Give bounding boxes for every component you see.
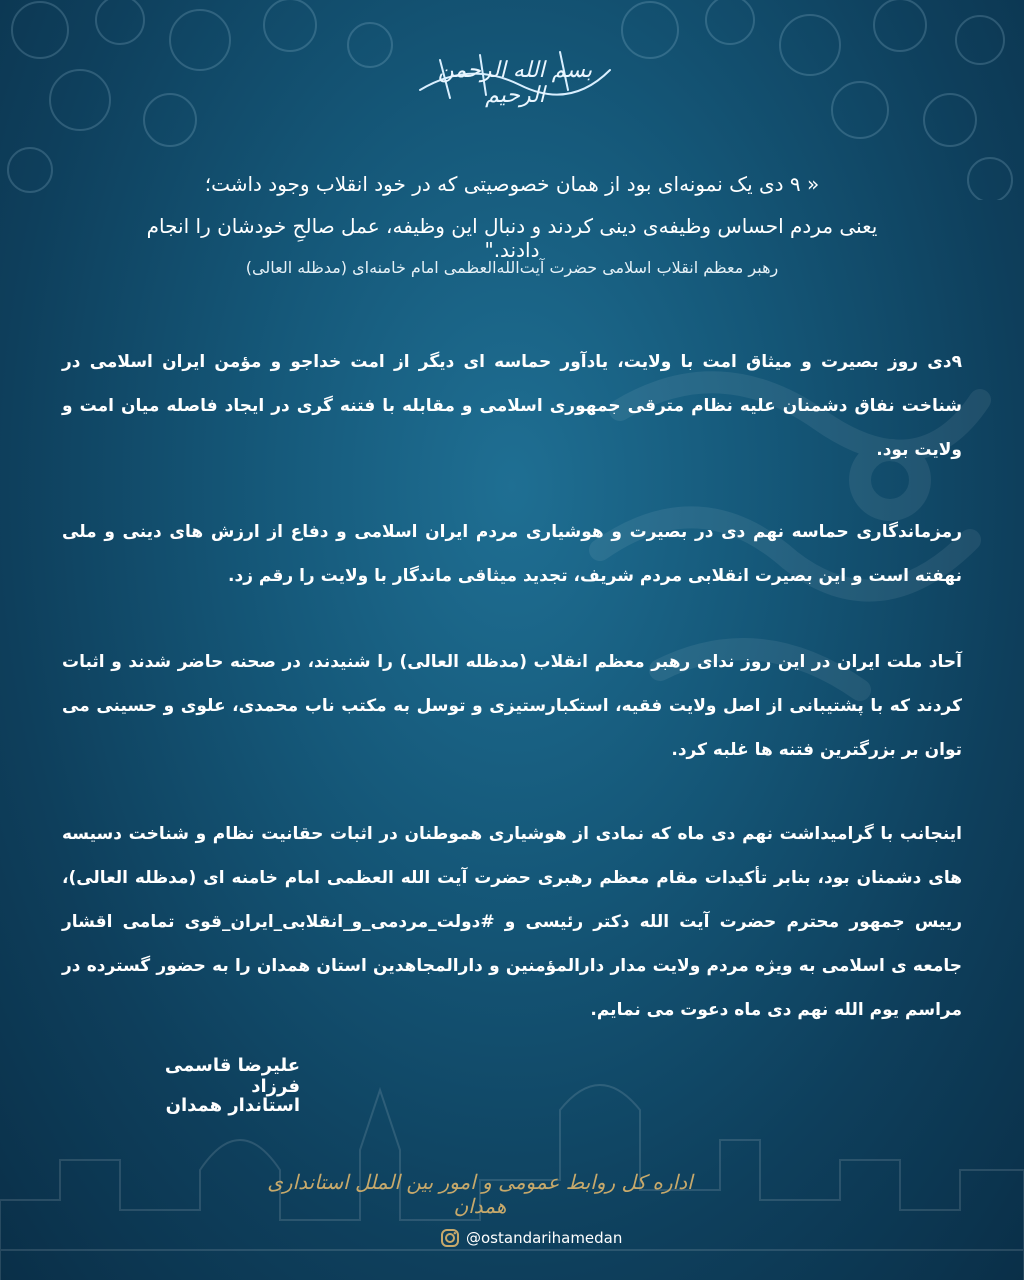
footer-organization: اداره کل روابط عمومی و امور بین الملل استانداری همدان xyxy=(267,1170,693,1218)
body-paragraph-4: اینجانب با گرامیداشت نهم دی ماه که نمادی از هوشیاری هموطنان در اثبات حقانیت نظام و شناخت دسیسه های دشمنان بود، بنابر تأکیدات مقام معظم رهبری حضرت آیت الله العظمی امام خامنه ای (مدظله العالی)، رییس جمهور محترم حضرت آیت الله دکتر رئیسی و #دولت_مردمی_و_انقلابی_ایران_قوی تمامی اقشار جامعه ی اسلامی به ویژه مردم ولایت مدار دارالمؤمنین و دارالمجاهدین استان همدان را به حضور گسترده در مراسم یوم الله نهم دی ماه دعوت می نمایم. xyxy=(62,824,962,1020)
instagram-link[interactable] xyxy=(440,1226,622,1250)
signature-name: علیرضا قاسمی فرزاد xyxy=(164,1055,300,1097)
signature-title: استاندار همدان xyxy=(165,1095,300,1116)
body-paragraph-1: ۹دی روز بصیرت و میثاق امت با ولایت، یادآور حماسه ای دیگر از امت خداجو و مؤمن ایران اسلامی در شناخت نفاق دشمنان علیه نظام مترقی جمهوری اسلامی و مقابله با فتنه گری در ایجاد فاصله میان امت و ولایت بود. xyxy=(62,352,962,460)
quote-line-1: « ۹ دی یک نمونه‌ای بود از همان خصوصیتی که در خود انقلاب وجود داشت؛ xyxy=(204,172,820,196)
instagram-handle[interactable]: @ostandarihamedan xyxy=(466,1229,623,1247)
basmala-text: بسم الله الرحمن الرحیم xyxy=(437,58,593,108)
basmala-calligraphy xyxy=(410,40,620,110)
body-paragraph-2: رمزماندگاری حماسه نهم دی در بصیرت و هوشیاری مردم ایران اسلامی و دفاع از ارزش های دینی و ملی نهفته است و این بصیرت انقلابی مردم شریف، تجدید میثاقی ماندگار با ولایت را رقم زد. xyxy=(62,522,962,586)
quote-attribution: رهبر معظم انقلاب اسلامی حضرت آیت‌الله‌العظمی امام خامنه‌ای (مدظله العالی) xyxy=(245,258,779,277)
body-paragraph-3: آحاد ملت ایران در این روز ندای رهبر معظم انقلاب (مدظله العالی) را شنیدند، در صحنه حاضر شدند و اثبات کردند که با پشتیبانی از اصل ولایت فقیه، استکبارستیزی و توسل به مکتب ناب محمدی، علوی و حسینی می توان بر بزرگترین فتنه ها غلبه کرد. xyxy=(62,652,962,760)
quote-line-2: یعنی مردم احساس وظیفه‌ی دینی کردند و دنبال این وظیفه، عمل صالحِ خودشان را انجام دادند." xyxy=(146,214,878,262)
instagram-icon xyxy=(440,1228,460,1248)
